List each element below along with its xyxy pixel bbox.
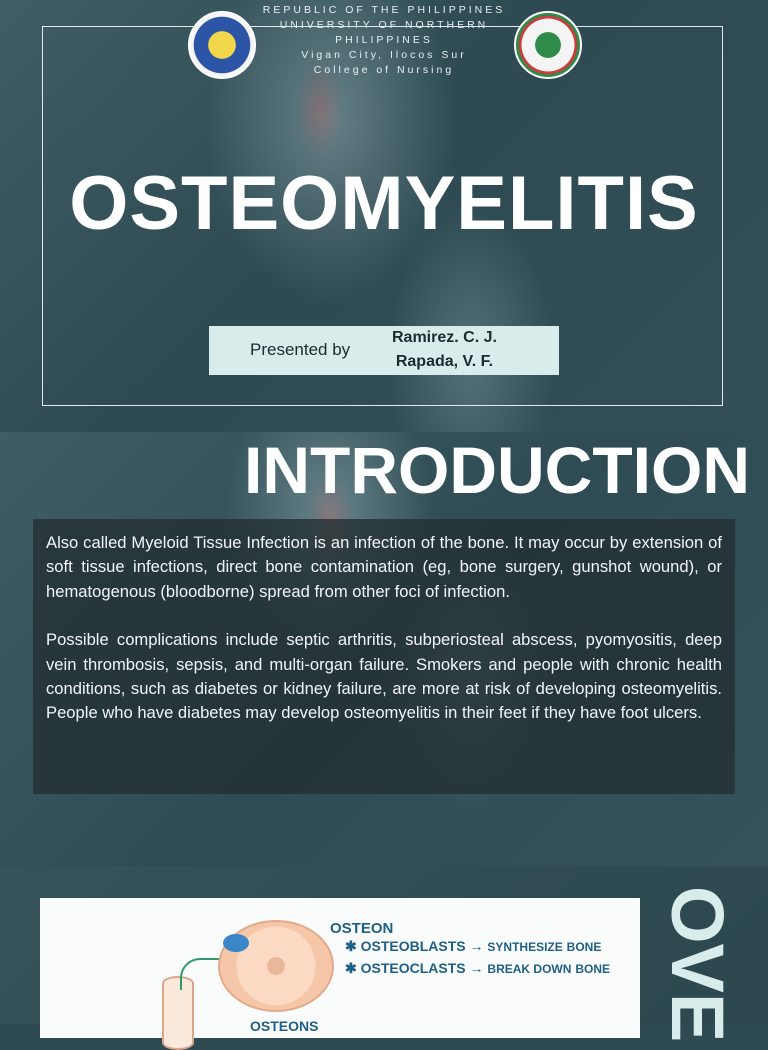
header-line: Vigan City, Ilocos Sur (301, 49, 467, 61)
osteoclasts-row: ✱ OSTEOCLASTS → BREAK DOWN BONE (345, 960, 610, 976)
header-line: REPUBLIC OF THE PHILIPPINES (262, 4, 506, 16)
arrow-icon: → (469, 938, 484, 954)
presentation-title: OSTEOMYELITIS (69, 161, 699, 246)
osteon-label: OSTEON (330, 920, 394, 937)
intro-paragraph: Possible complications include septic arthritis, subperiosteal abscess, pyomyositis, deep vein thrombosis, sepsis, and multi-organ failure. Smokers and people with chronic health conditions, such as diabetes or kidney failure, are more at risk of developing osteomyelitis. People who have diabetes may develop osteomyelitis in their feet if they have foot ulcers. (46, 630, 722, 723)
bone-label: BONE (566, 940, 602, 954)
bone-label: BONE (575, 962, 610, 976)
introduction-slide (0, 432, 768, 866)
osteoclasts-label: OSTEOCLASTS (360, 960, 466, 976)
synthesize-label: SYNTHESIZE (487, 940, 563, 954)
college-of-nursing-logo (514, 11, 582, 79)
osteoblasts-label: OSTEOBLASTS (360, 938, 466, 954)
institution-header (250, 3, 518, 78)
overview-heading-partial: OVE (656, 886, 739, 1043)
title-slide (0, 0, 768, 432)
osteoblasts-row: ✱ OSTEOBLASTS → SYNTHESIZE BONE (345, 938, 602, 954)
osteoblast-cell-illustration (223, 934, 249, 952)
presenters-box (209, 326, 559, 375)
presenter-name: Rapada, V. F. (395, 353, 494, 370)
header-line: UNIVERSITY OF NORTHERN (279, 19, 489, 31)
osteon-diagram (40, 898, 640, 1038)
osteons-label: OSTEONS (250, 1018, 319, 1034)
header-line: College of Nursing (313, 64, 455, 76)
presenter-names (392, 326, 497, 374)
introduction-heading: INTRODUCTION (244, 433, 750, 507)
header-line: PHILIPPINES (335, 34, 433, 46)
introduction-text-box (33, 519, 735, 794)
break-down-label: BREAK DOWN (487, 962, 572, 976)
arrow-icon: → (469, 960, 484, 976)
presenter-name: Ramirez. C. J. (392, 329, 497, 346)
overview-slide (0, 866, 768, 1043)
university-seal-logo (188, 11, 256, 79)
presented-by-label: Presented by (250, 340, 351, 359)
connector-line (180, 958, 222, 990)
intro-paragraph: Also called Myeloid Tissue Infection is an infection of the bone. It may occur by extension of soft tissue infections, direct bone contamination (eg, bone surgery, gunshot wound), or hematogenous (bloodborne) spread from other foci of infection. (46, 533, 722, 601)
